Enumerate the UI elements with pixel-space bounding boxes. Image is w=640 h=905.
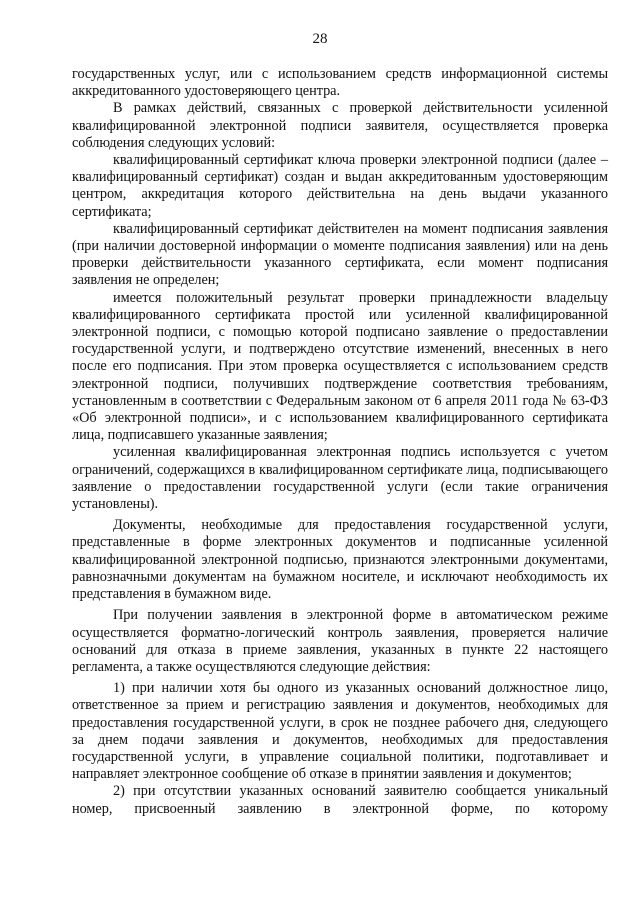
paragraph-condition-restrictions: усиленная квалифицированная электронная подпись используется с учетом ограничений, содержащихся в квалифицированном сертификате лица, подписывающего заявление о предоставлении государственной услуги (если такие ограничения установлены). xyxy=(72,444,608,513)
paragraph-condition-positive-check: имеется положительный результат проверки принадлежности владельцу квалифицированного сертификата простой или усиленной квалифицированной электронной подписи, с помощью которой подписано заявление о предоставлении государственной услуги, и подтверждено отсутствие изменений, внесенных в него после его подписания. При этом проверка осуществляется с использованием средств электронной подписи, получивших подтверждение соответствия требованиям, установленным в соответствии с Федеральным законом от 6 апреля 2011 года № 63-ФЗ «Об электронной подписи», и с использованием квалифицированного сертификата лица, подписавшего указанные заявления; xyxy=(72,289,608,444)
paragraph-signature-verification: В рамках действий, связанных с проверкой действительности усиленной квалифицированной электронной подписи заявителя, осуществляется проверка соблюдения следующих условий: xyxy=(72,100,608,151)
paragraph-format-logic-control: При получении заявления в электронной форме в автоматическом режиме осуществляется форматно-логический контроль заявления, проверяется наличие оснований для отказа в приеме заявления, указанных в пункте 22 настоящего регламента, а также осуществляются следующие действия: xyxy=(72,607,608,675)
paragraph-electronic-documents: Документы, необходимые для предоставления государственной услуги, представленные в форме электронных документов и подписанные усиленной квалифицированной электронной подписью, признаются электронными документами, равнозначными документам на бумажном носителе, и исключают необходимость их представления в бумажном виде. xyxy=(72,517,608,603)
page-number: 28 xyxy=(312,31,328,47)
paragraph-condition-certificate-issued: квалифицированный сертификат ключа проверки электронной подписи (далее – квалифицированный сертификат) создан и выдан аккредитованным удостоверяющим центром, аккредитация которого действительна на день выдачи указанного сертификата; xyxy=(72,152,608,220)
paragraph-continuation: государственных услуг, или с использованием средств информационной системы аккредитованного удостоверяющего центра. xyxy=(72,66,608,100)
paragraph-item-2-unique-number: 2) при отсутствии указанных оснований заявителю сообщается уникальный номер, присвоенный заявлению в электронной форме, по которому xyxy=(72,783,608,817)
paragraph-condition-certificate-valid: квалифицированный сертификат действителен на момент подписания заявления (при наличии достоверной информации о моменте подписания заявления) или на день проверки действительности указанного сертификата, если момент подписания заявления не определен; xyxy=(72,220,608,289)
body-text xyxy=(72,66,608,818)
paragraph-item-1-refusal: 1) при наличии хотя бы одного из указанных оснований должностное лицо, ответственное за прием и регистрацию заявления и документов, необходимых для предоставления государственной услуги, в срок не позднее рабочего дня, следующего за днем подачи заявления и документов, необходимых для предоставления государственной услуги, в управление социальной политики, подготавливает и направляет электронное сообщение об отказе в принятии заявления и документов; xyxy=(72,680,608,783)
